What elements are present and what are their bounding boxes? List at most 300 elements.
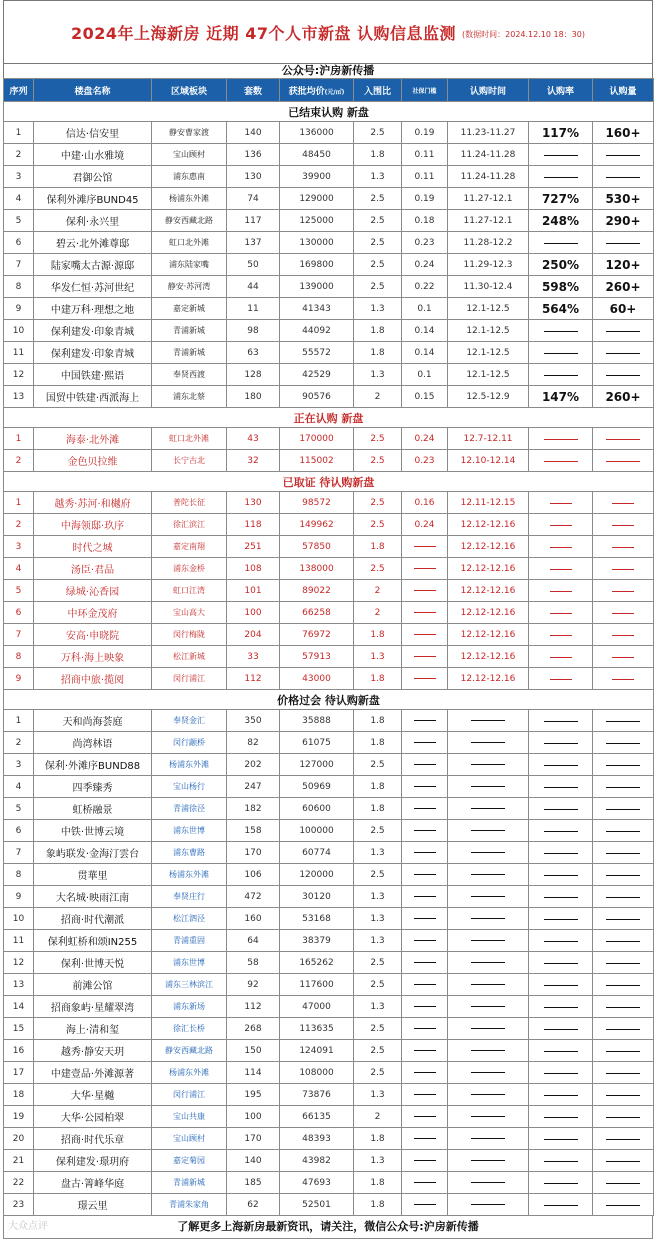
unit-count: 140 <box>227 122 280 144</box>
subscription-time: 11.28-12.2 <box>448 232 529 254</box>
unit-count: 130 <box>227 166 280 188</box>
row-index: 7 <box>4 842 34 864</box>
subscription-rate <box>529 492 593 514</box>
area-block: 闵行浦江 <box>152 668 227 690</box>
area-block: 浦东曹路 <box>152 842 227 864</box>
approved-price: 55572 <box>280 342 354 364</box>
dash-mark <box>414 1160 436 1161</box>
dash-mark <box>471 720 505 721</box>
dash-mark <box>414 896 436 897</box>
row-index: 2 <box>4 732 34 754</box>
dash-mark <box>544 721 578 722</box>
subscription-time: 12.11-12.15 <box>448 492 529 514</box>
dash-mark <box>544 897 578 898</box>
row-index: 2 <box>4 514 34 536</box>
project-name: 保利外滩序BUND45 <box>34 188 152 210</box>
social-threshold <box>402 1018 448 1040</box>
subscription-time <box>448 1172 529 1194</box>
approved-price: 42529 <box>280 364 354 386</box>
project-name: 璟云里 <box>34 1194 152 1216</box>
subscription-time <box>448 1194 529 1216</box>
subscription-volume <box>593 558 654 580</box>
approved-price: 50969 <box>280 776 354 798</box>
subscription-rate: 147% <box>529 386 593 408</box>
subscription-time: 12.1-12.5 <box>448 364 529 386</box>
project-name: 中建·山水雅境 <box>34 144 152 166</box>
approved-price: 149962 <box>280 514 354 536</box>
approved-price: 125000 <box>280 210 354 232</box>
area-block: 青浦新城 <box>152 320 227 342</box>
approved-price: 76972 <box>280 624 354 646</box>
section-row <box>4 408 654 428</box>
area-block: 嘉定菊园 <box>152 1150 227 1172</box>
subscription-rate <box>529 710 593 732</box>
area-block: 宝山顾村 <box>152 144 227 166</box>
subscription-volume <box>593 1128 654 1150</box>
project-name: 陆家嘴太古源·源邸 <box>34 254 152 276</box>
dash-mark <box>414 808 436 809</box>
section-row <box>4 472 654 492</box>
approved-price: 170000 <box>280 428 354 450</box>
unit-count: 251 <box>227 536 280 558</box>
subscription-rate: 598% <box>529 276 593 298</box>
dash-mark <box>606 1073 640 1074</box>
dash-mark <box>606 809 640 810</box>
area-block: 奉贤庄行 <box>152 886 227 908</box>
unit-count: 74 <box>227 188 280 210</box>
area-block: 杨浦东外滩 <box>152 188 227 210</box>
col-index: 序列 <box>4 79 34 102</box>
dash-mark <box>414 634 436 635</box>
unit-count: 100 <box>227 1106 280 1128</box>
row-index: 18 <box>4 1084 34 1106</box>
area-block: 静安·苏河湾 <box>152 276 227 298</box>
social-threshold: 0.1 <box>402 364 448 386</box>
table-row <box>4 320 654 342</box>
entry-ratio: 1.3 <box>354 996 402 1018</box>
dash-mark <box>414 918 436 919</box>
social-threshold <box>402 1128 448 1150</box>
area-block: 徐汇长桥 <box>152 1018 227 1040</box>
social-threshold: 0.18 <box>402 210 448 232</box>
approved-price: 108000 <box>280 1062 354 1084</box>
entry-ratio: 1.8 <box>354 144 402 166</box>
table-row <box>4 952 654 974</box>
area-block: 嘉定南翔 <box>152 536 227 558</box>
dash-mark <box>544 177 578 178</box>
social-threshold: 0.15 <box>402 386 448 408</box>
approved-price: 47000 <box>280 996 354 1018</box>
section-title: 已结束认购 新盘 <box>4 102 654 122</box>
social-threshold: 0.22 <box>402 276 448 298</box>
subscription-volume <box>593 842 654 864</box>
approved-price: 90576 <box>280 386 354 408</box>
col-name: 楼盘名称 <box>34 79 152 102</box>
entry-ratio: 1.8 <box>354 1172 402 1194</box>
dash-mark <box>544 1007 578 1008</box>
dash-mark <box>606 155 640 156</box>
project-name: 海上·清和玺 <box>34 1018 152 1040</box>
project-name: 象屿联发·金海汀雲台 <box>34 842 152 864</box>
dash-mark <box>606 461 640 462</box>
social-threshold <box>402 1106 448 1128</box>
subscription-volume <box>593 1084 654 1106</box>
approved-price: 53168 <box>280 908 354 930</box>
row-index: 1 <box>4 710 34 732</box>
subscription-volume <box>593 492 654 514</box>
entry-ratio: 2.5 <box>354 820 402 842</box>
row-index: 6 <box>4 602 34 624</box>
dash-mark <box>414 546 436 547</box>
subscription-volume <box>593 166 654 188</box>
dash-mark <box>606 853 640 854</box>
subscription-rate <box>529 1172 593 1194</box>
unit-count: 118 <box>227 514 280 536</box>
project-name: 保利·外滩序BUND88 <box>34 754 152 776</box>
subscription-volume <box>593 320 654 342</box>
table-row <box>4 1018 654 1040</box>
subscription-volume <box>593 908 654 930</box>
table-row <box>4 122 654 144</box>
area-block: 奉贤西渡 <box>152 364 227 386</box>
approved-price: 165262 <box>280 952 354 974</box>
table-row <box>4 754 654 776</box>
approved-price: 66135 <box>280 1106 354 1128</box>
row-index: 7 <box>4 624 34 646</box>
table-row <box>4 298 654 320</box>
dash-mark <box>550 547 572 548</box>
approved-price: 52501 <box>280 1194 354 1216</box>
subscription-time <box>448 1106 529 1128</box>
entry-ratio: 2.5 <box>354 952 402 974</box>
dash-mark <box>544 1139 578 1140</box>
social-threshold <box>402 930 448 952</box>
section-row <box>4 690 654 710</box>
col-volume: 认购量 <box>593 79 654 102</box>
area-block: 松江新城 <box>152 646 227 668</box>
area-block: 杨浦东外滩 <box>152 1062 227 1084</box>
table-row <box>4 1128 654 1150</box>
project-name: 四季臻秀 <box>34 776 152 798</box>
area-block: 浦东三林滨江 <box>152 974 227 996</box>
dash-mark <box>544 331 578 332</box>
approved-price: 35888 <box>280 710 354 732</box>
project-name: 时代之城 <box>34 536 152 558</box>
approved-price: 66258 <box>280 602 354 624</box>
dash-mark <box>471 808 505 809</box>
area-block: 静安西藏北路 <box>152 1040 227 1062</box>
dash-mark <box>606 1161 640 1162</box>
dash-mark <box>606 1117 640 1118</box>
project-name: 大华·公园柏翠 <box>34 1106 152 1128</box>
subscription-volume <box>593 798 654 820</box>
entry-ratio: 1.3 <box>354 364 402 386</box>
row-index: 1 <box>4 428 34 450</box>
social-threshold <box>402 668 448 690</box>
table-row <box>4 210 654 232</box>
dash-mark <box>414 830 436 831</box>
area-block: 浦东惠南 <box>152 166 227 188</box>
subscription-volume <box>593 668 654 690</box>
dash-mark <box>606 941 640 942</box>
subscription-time <box>448 820 529 842</box>
table-row <box>4 428 654 450</box>
unit-count: 182 <box>227 798 280 820</box>
row-index: 13 <box>4 974 34 996</box>
subscription-rate <box>529 450 593 472</box>
unit-count: 33 <box>227 646 280 668</box>
project-name: 贯華里 <box>34 864 152 886</box>
subscription-time <box>448 974 529 996</box>
row-index: 5 <box>4 210 34 232</box>
section-title: 已取证 待认购新盘 <box>4 472 654 492</box>
unit-count: 11 <box>227 298 280 320</box>
area-block: 浦东陆家嘴 <box>152 254 227 276</box>
subscription-rate <box>529 602 593 624</box>
social-threshold <box>402 842 448 864</box>
unit-count: 63 <box>227 342 280 364</box>
entry-ratio: 1.3 <box>354 1084 402 1106</box>
row-index: 21 <box>4 1150 34 1172</box>
subscription-volume: 120+ <box>593 254 654 276</box>
subscription-volume <box>593 428 654 450</box>
social-threshold <box>402 580 448 602</box>
subscription-time: 11.27-12.1 <box>448 188 529 210</box>
social-threshold <box>402 1062 448 1084</box>
subscription-rate <box>529 776 593 798</box>
unit-count: 128 <box>227 364 280 386</box>
dash-mark <box>544 353 578 354</box>
social-threshold <box>402 732 448 754</box>
approved-price: 89022 <box>280 580 354 602</box>
subscription-time <box>448 864 529 886</box>
dash-mark <box>414 786 436 787</box>
subscription-volume: 60+ <box>593 298 654 320</box>
subscription-time: 12.1-12.5 <box>448 320 529 342</box>
subscription-time: 12.12-12.16 <box>448 646 529 668</box>
unit-count: 100 <box>227 602 280 624</box>
project-name: 保利建发·璟玥府 <box>34 1150 152 1172</box>
subscription-rate <box>529 974 593 996</box>
unit-count: 106 <box>227 864 280 886</box>
row-index: 7 <box>4 254 34 276</box>
entry-ratio: 2.5 <box>354 210 402 232</box>
subscription-rate <box>529 754 593 776</box>
col-units: 套数 <box>227 79 280 102</box>
social-threshold <box>402 710 448 732</box>
dash-mark <box>544 1095 578 1096</box>
row-index: 17 <box>4 1062 34 1084</box>
unit-count: 247 <box>227 776 280 798</box>
col-ratio: 入围比 <box>354 79 402 102</box>
dash-mark <box>544 743 578 744</box>
subscription-rate <box>529 952 593 974</box>
social-threshold <box>402 754 448 776</box>
entry-ratio: 1.3 <box>354 886 402 908</box>
section-title: 价格过会 待认购新盘 <box>4 690 654 710</box>
dash-mark <box>471 1050 505 1051</box>
entry-ratio: 2.5 <box>354 232 402 254</box>
dash-mark <box>544 243 578 244</box>
dash-mark <box>612 635 634 636</box>
row-index: 5 <box>4 798 34 820</box>
dash-mark <box>544 853 578 854</box>
unit-count: 50 <box>227 254 280 276</box>
subscription-rate <box>529 536 593 558</box>
approved-price: 130000 <box>280 232 354 254</box>
dash-mark <box>544 1029 578 1030</box>
dash-mark <box>471 940 505 941</box>
dash-mark <box>606 375 640 376</box>
entry-ratio: 2.5 <box>354 492 402 514</box>
project-name: 金色贝拉维 <box>34 450 152 472</box>
subscription-volume <box>593 602 654 624</box>
row-index: 2 <box>4 144 34 166</box>
dash-mark <box>471 1160 505 1161</box>
subscription-volume: 260+ <box>593 276 654 298</box>
social-threshold: 0.19 <box>402 122 448 144</box>
table-row <box>4 842 654 864</box>
public-account-label: 公众号:沪房新传播 <box>3 63 653 78</box>
dash-mark <box>544 963 578 964</box>
subscription-volume <box>593 536 654 558</box>
area-block: 青浦新城 <box>152 1172 227 1194</box>
dash-mark <box>471 786 505 787</box>
unit-count: 150 <box>227 1040 280 1062</box>
row-index: 10 <box>4 908 34 930</box>
unit-count: 62 <box>227 1194 280 1216</box>
subscription-volume <box>593 732 654 754</box>
subscription-volume <box>593 144 654 166</box>
row-index: 3 <box>4 536 34 558</box>
approved-price: 117600 <box>280 974 354 996</box>
entry-ratio: 2.5 <box>354 864 402 886</box>
section-row <box>4 102 654 122</box>
social-threshold: 0.14 <box>402 320 448 342</box>
social-threshold <box>402 646 448 668</box>
subscription-volume: 260+ <box>593 386 654 408</box>
subscription-rate <box>529 646 593 668</box>
area-block: 静安曹家渡 <box>152 122 227 144</box>
subscription-volume <box>593 1062 654 1084</box>
approved-price: 139000 <box>280 276 354 298</box>
dash-mark <box>414 1072 436 1073</box>
subscription-volume <box>593 710 654 732</box>
project-name: 虹桥融景 <box>34 798 152 820</box>
subscription-rate <box>529 1106 593 1128</box>
area-block: 长宁古北 <box>152 450 227 472</box>
table-row <box>4 1150 654 1172</box>
row-index: 11 <box>4 930 34 952</box>
project-name: 保利建发·印象青城 <box>34 342 152 364</box>
dash-mark <box>606 1139 640 1140</box>
table-row <box>4 710 654 732</box>
row-index: 19 <box>4 1106 34 1128</box>
entry-ratio: 2.5 <box>354 514 402 536</box>
subscription-rate <box>529 842 593 864</box>
approved-price: 129000 <box>280 188 354 210</box>
row-index: 10 <box>4 320 34 342</box>
area-block: 嘉定新城 <box>152 298 227 320</box>
subscription-time <box>448 886 529 908</box>
approved-price: 100000 <box>280 820 354 842</box>
dash-mark <box>612 591 634 592</box>
subscription-rate <box>529 798 593 820</box>
dash-mark <box>550 503 572 504</box>
dash-mark <box>606 743 640 744</box>
row-index: 2 <box>4 450 34 472</box>
subscription-volume <box>593 864 654 886</box>
entry-ratio: 1.3 <box>354 1150 402 1172</box>
entry-ratio: 2.5 <box>354 754 402 776</box>
dash-mark <box>414 1006 436 1007</box>
dash-mark <box>544 1073 578 1074</box>
dash-mark <box>414 678 436 679</box>
col-price <box>280 79 354 102</box>
unit-count: 92 <box>227 974 280 996</box>
unit-count: 180 <box>227 386 280 408</box>
social-threshold <box>402 952 448 974</box>
area-block: 奉贤金汇 <box>152 710 227 732</box>
table-row <box>4 776 654 798</box>
col-price-unit: (元/㎡) <box>324 88 345 96</box>
area-block: 宝山共康 <box>152 1106 227 1128</box>
table-row <box>4 864 654 886</box>
dash-mark <box>471 896 505 897</box>
area-block: 青浦朱家角 <box>152 1194 227 1216</box>
subscription-rate: 248% <box>529 210 593 232</box>
approved-price: 113635 <box>280 1018 354 1040</box>
dash-mark <box>612 547 634 548</box>
area-block: 普陀长征 <box>152 492 227 514</box>
subscription-time: 12.7-12.11 <box>448 428 529 450</box>
table-row <box>4 646 654 668</box>
table-row <box>4 1040 654 1062</box>
dash-mark <box>612 613 634 614</box>
unit-count: 137 <box>227 232 280 254</box>
project-name: 国贸中铁建·西派海上 <box>34 386 152 408</box>
subscription-time <box>448 798 529 820</box>
row-index: 4 <box>4 558 34 580</box>
subscription-time <box>448 1128 529 1150</box>
subscription-time: 11.24-11.28 <box>448 166 529 188</box>
row-index: 12 <box>4 952 34 974</box>
project-name: 保利·世博天悦 <box>34 952 152 974</box>
dash-mark <box>414 984 436 985</box>
subscription-volume <box>593 1040 654 1062</box>
table-row <box>4 254 654 276</box>
table-row <box>4 1062 654 1084</box>
subscription-rate <box>529 864 593 886</box>
subscription-volume <box>593 1172 654 1194</box>
subscription-time <box>448 1084 529 1106</box>
dash-mark <box>471 984 505 985</box>
project-name: 尚湾林语 <box>34 732 152 754</box>
unit-count: 108 <box>227 558 280 580</box>
row-index: 9 <box>4 668 34 690</box>
social-threshold <box>402 886 448 908</box>
area-block: 青浦徐泾 <box>152 798 227 820</box>
subscription-rate <box>529 1084 593 1106</box>
unit-count: 195 <box>227 1084 280 1106</box>
subscription-volume <box>593 364 654 386</box>
social-threshold <box>402 1084 448 1106</box>
row-index: 23 <box>4 1194 34 1216</box>
subscription-volume <box>593 580 654 602</box>
table-row <box>4 908 654 930</box>
entry-ratio: 2.5 <box>354 1040 402 1062</box>
entry-ratio: 1.3 <box>354 842 402 864</box>
